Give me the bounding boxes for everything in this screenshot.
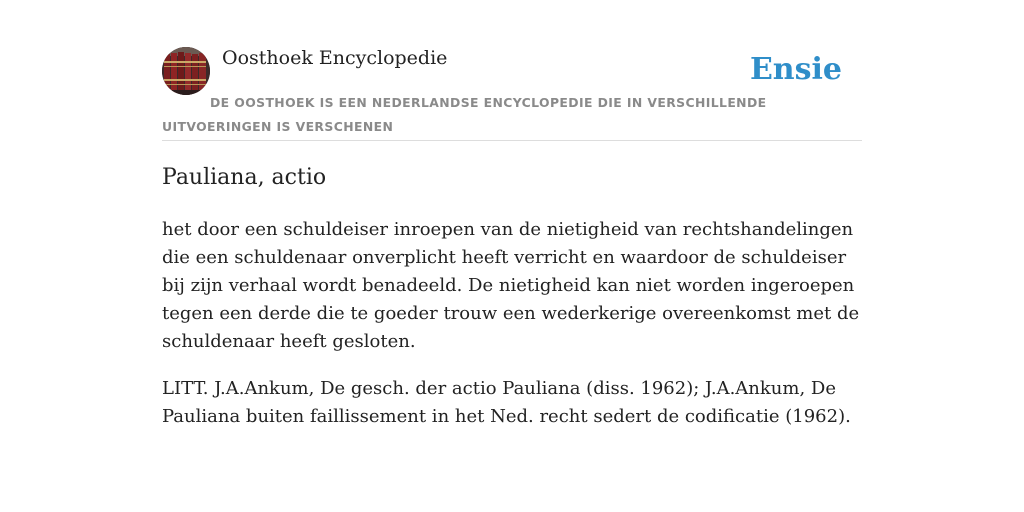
site-header bbox=[162, 46, 862, 141]
article-paragraph-definition: het door een schuldeiser inroepen van de nietigheid van rechtshandelingen die een schuldenaar onverplicht heeft verricht en waardoor de schuldeiser bij zijn verhaal wordt benadeeld. De nietigheid kan niet worden ingeroepen tegen een derde die te goeder trouw een wederkerige overeenkomst met de schuldenaar heeft gesloten. bbox=[162, 219, 860, 352]
site-tagline: DE OOSTHOEK IS EEN NEDERLANDSE ENCYCLOPEDIE DIE IN VERSCHILLENDE UITVOERINGEN IS VERSCHENEN bbox=[162, 95, 767, 134]
article-paragraph-literature: LITT. J.A.Ankum, De gesch. der actio Pauliana (diss. 1962); J.A.Ankum, De Pauliana buiten faillissement in het Ned. recht sedert de codificatie (1962). bbox=[162, 378, 851, 427]
article-title: Pauliana, actio bbox=[162, 165, 327, 190]
article-body bbox=[162, 216, 862, 431]
site-title[interactable]: Oosthoek Encyclopedie bbox=[222, 47, 448, 69]
brand-logo[interactable]: Ensie bbox=[749, 52, 842, 87]
encyclopedia-books-icon[interactable] bbox=[162, 47, 210, 95]
article bbox=[162, 162, 862, 450]
